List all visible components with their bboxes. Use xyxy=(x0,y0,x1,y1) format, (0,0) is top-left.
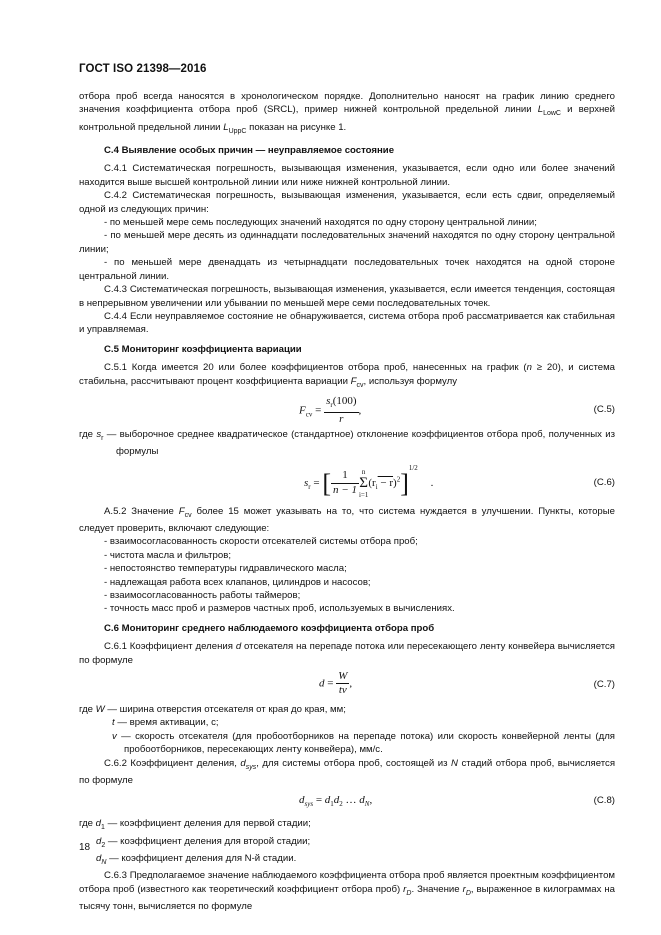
list-item: - непостоянство температуры гидравлического масла; xyxy=(104,563,347,575)
list-item: - по меньшей мере десять из одиннадцати последовательных значений находятся по одну сторону центральной линии; xyxy=(79,230,615,255)
section-c5-title: С.5 Мониторинг коэффициента вариации xyxy=(104,343,302,355)
definition-dN: $d_N$ — коэффициент деления для N-й стадии. xyxy=(96,852,297,866)
list-item: - надлежащая работа всех клапанов, цилиндров и насосов; xyxy=(104,576,371,588)
paragraph-c4-3: С.4.3 Систематическая погрешность, вызывающая изменения, указывается, если имеется тенденция, состоящая в непрерывном увеличении или убывании по меньшей мере семи последовательных точек. xyxy=(79,284,615,309)
list-item: - по меньшей мере двенадцать из четырнадцати последовательных точек находятся на одной стороне центральной линии. xyxy=(79,257,615,282)
equation-number: (С.8) xyxy=(593,795,615,807)
definition-v: v — скорость отсекателя (для пробоотборников на перепаде потока) или скорость конвейерной ленты (для пробоотборников, пересекающих ленту конвейера), мм/с. xyxy=(112,730,615,756)
list-item: - взаимосогласованность работы таймеров; xyxy=(104,589,301,601)
paragraph-c6-3: С.6.3 Предполагаемое значение наблюдаемого коэффициента отбора проб является проектным коэффициентом отбора проб (известного как теоретический коэффициент отбора проб) $r_D$. Значение $r_D$, выраженное в килограммах на тысячу тонн, вычисляется по формуле xyxy=(79,870,615,912)
paragraph-c6-2: С.6.2 Коэффициент деления, $d_{sys}$, для системы отбора проб, состоящей из N стадий отбора проб, вычисляется по формуле xyxy=(79,757,616,786)
paragraph-c4-2: С.4.2 Систематическая погрешность, вызывающая изменения, указывается, если есть сдвиг, определяемый одной из следующих причин: xyxy=(79,190,615,215)
list-item: - чистота масла и фильтров; xyxy=(104,549,231,561)
paragraph-c4-1: С.4.1 Систематическая погрешность, вызывающая изменения, указывается, если одно или более значений находится выше высшей контрольной линии или ниже нижней контрольной линии. xyxy=(79,163,615,188)
standard-header: ГОСТ ISO 21398—2016 xyxy=(79,63,207,75)
list-item: - взаимосогласованность скорости отсекателей системы отбора проб; xyxy=(104,536,418,548)
equation-number: (С.7) xyxy=(593,678,615,690)
paragraph-c5-2: А.5.2 Значение $F_{cv}$ более 15 может указывать на то, что система нуждается в улучшении. Пункты, которые следует проверить, включают следующие: xyxy=(79,505,615,534)
equation-c6 xyxy=(79,462,615,502)
page-number: 18 xyxy=(79,842,91,853)
equation-number: (С.5) xyxy=(593,403,615,415)
paragraph-c5-1: С.5.1 Когда имеется 20 или более коэффициентов отбора проб, нанесенных на график (n ≥ 20), и система стабильна, рассчитывают процент коэффициента вариации $F_{cv}$, используя формулу xyxy=(79,362,615,389)
definition-W: где W — ширина отверстия отсекателя от края до края, мм; xyxy=(79,703,346,715)
section-c6-title: С.6 Мониторинг среднего наблюдаемого коэффициента отбора проб xyxy=(104,622,435,634)
section-c4-title: С.4 Выявление особых причин — неуправляемое состояние xyxy=(104,145,395,157)
document-body xyxy=(79,90,615,913)
list-item: - по меньшей мере семь последующих значений находятся по одну сторону центральной линии; xyxy=(104,217,537,229)
equation-c8 xyxy=(79,790,615,814)
list-item: - точность масс проб и размеров частных проб, используемых в вычислениях. xyxy=(104,603,455,615)
definition-d1: где $d_1$ — коэффициент деления для первой стадии; xyxy=(79,818,311,832)
equation-number: (С.6) xyxy=(593,476,615,488)
formula-c7: d = $\frac{W}{tv}$ , xyxy=(319,669,353,697)
intro-paragraph: отбора проб всегда наносятся в хронологическом порядке. Дополнительно наносят на график линию среднего значения коэффициента отбора проб (SRCL), пример нижней контрольной предельной линии $L_{LowC}$ и верхней контрольной предельной линии $L_{UppC}$ показан на рисунке 1. xyxy=(79,91,615,135)
equation-c7 xyxy=(79,670,615,700)
formula-c5: $F_{cv}$ = $\frac{s_r(100)}{r}$ , xyxy=(299,394,362,426)
paragraph-c4-4: С.4.4 Если неуправляемое состояние не обнаруживается, система отбора проб рассматривается как стабильная и управляемая. xyxy=(79,310,615,336)
definition-d2: $d_2$ — коэффициент деления для второй стадии; xyxy=(96,835,311,849)
definition-sr: где $s_r$ — выборочное среднее квадратическое (стандартное) отклонение коэффициентов отбора проб, полученных из формулы xyxy=(79,428,615,458)
definition-t: t — время активации, с; xyxy=(112,717,219,729)
paragraph-c6-1: С.6.1 Коэффициент деления d отсекателя на перепаде потока или пересекающего ленту конвейера вычисляется по формуле xyxy=(79,641,615,666)
formula-c8: $d_{sys} = d_1d_2$ … $d_N$, xyxy=(299,794,373,809)
equation-c5 xyxy=(79,395,615,425)
formula-c6: $s_r$ = [ $\frac{1}{n - 1}$ n Σ $i=1(r_i - r)^2]^{1/2}$ . xyxy=(304,463,434,499)
